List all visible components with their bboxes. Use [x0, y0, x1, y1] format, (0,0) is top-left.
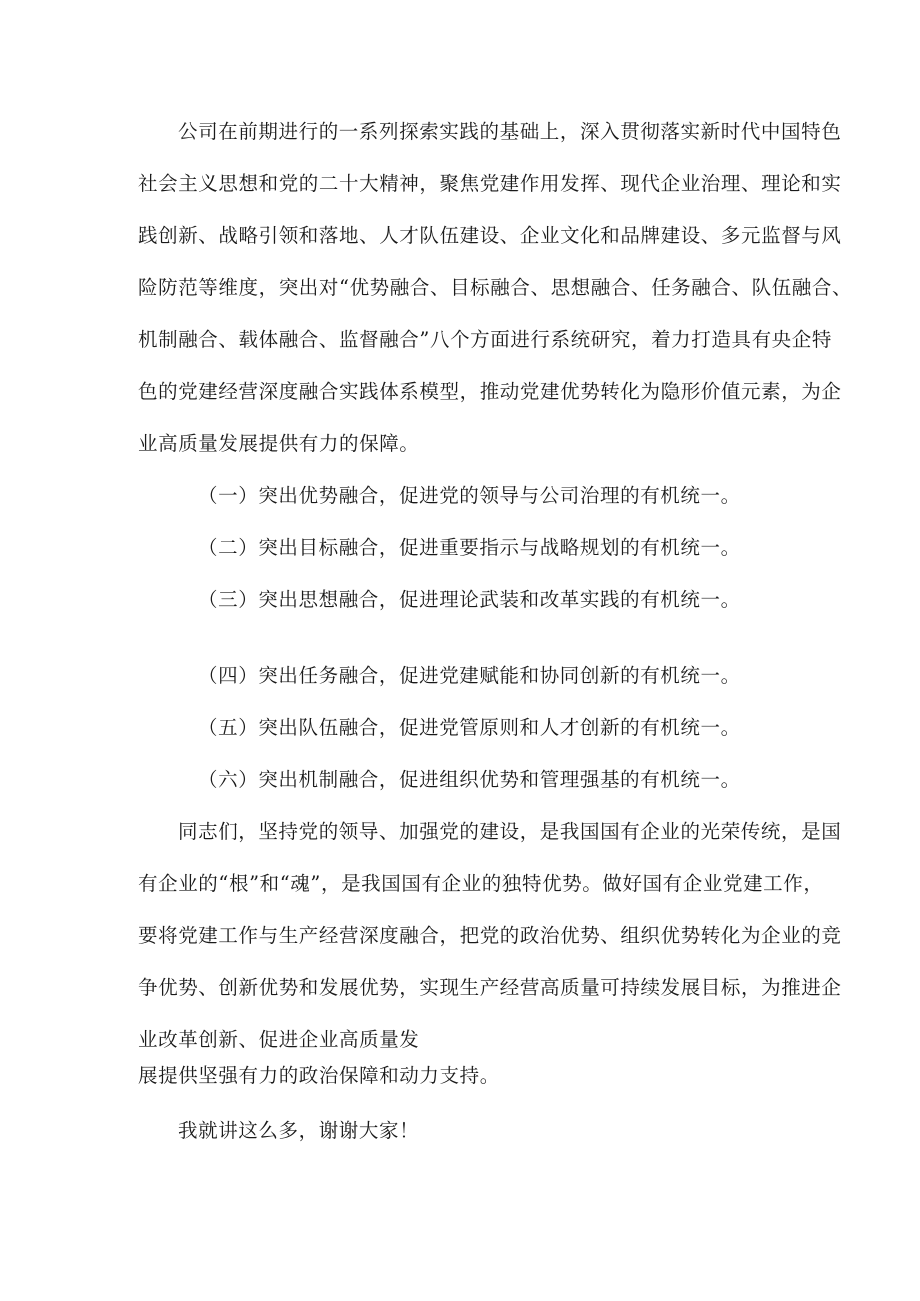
list-item-2: （二）突出目标融合，促进重要指示与战略规划的有机统一。 — [198, 536, 741, 559]
list-item-6: （六）突出机制融合，促进组织优势和管理强基的有机统一。 — [198, 768, 741, 791]
paragraph-2-line-3: 要将党建工作与生产经营深度融合，把党的政治优势、组织优势转化为企业的竞 — [138, 924, 842, 947]
paragraph-2-line-2: 有企业的“根”和“魂”，是我国国有企业的独特优势。做好国有企业党建工作， — [138, 872, 824, 895]
paragraph-1-line-4: 险防范等维度，突出对“优势融合、目标融合、思想融合、任务融合、队伍融合、 — [138, 276, 853, 299]
paragraph-1-line-2: 社会主义思想和党的二十大精神，聚焦党建作用发挥、现代企业治理、理论和实 — [138, 172, 842, 195]
list-item-4: （四）突出任务融合，促进党建赋能和协同创新的有机统一。 — [198, 664, 741, 687]
paragraph-2-line-6: 展提供坚强有力的政治保障和动力支持。 — [138, 1064, 500, 1087]
closing-line: 我就讲这么多，谢谢大家！ — [178, 1119, 420, 1142]
paragraph-1-line-6: 色的党建经营深度融合实践体系模型，推动党建优势转化为隐形价值元素，为企 — [138, 380, 842, 403]
paragraph-1-line-3: 践创新、战略引领和落地、人才队伍建设、企业文化和品牌建设、多元监督与风 — [138, 224, 842, 247]
paragraph-2-line-4: 争优势、创新优势和发展优势，实现生产经营高质量可持续发展目标，为推进企 — [138, 976, 842, 999]
list-item-1: （一）突出优势融合，促进党的领导与公司治理的有机统一。 — [198, 484, 741, 507]
paragraph-1-line-1: 公司在前期进行的一系列探索实践的基础上，深入贯彻落实新时代中国特色 — [178, 120, 842, 143]
list-item-3: （三）突出思想融合，促进理论武装和改革实践的有机统一。 — [198, 588, 741, 611]
paragraph-2-line-1: 同志们，坚持党的领导、加强党的建设，是我国国有企业的光荣传统，是国 — [178, 820, 842, 843]
list-item-5: （五）突出队伍融合，促进党管原则和人才创新的有机统一。 — [198, 716, 741, 739]
paragraph-1-line-7: 业高质量发展提供有力的保障。 — [138, 432, 420, 455]
paragraph-1-line-5: 机制融合、载体融合、监督融合”八个方面进行系统研究，着力打造具有央企特 — [138, 328, 832, 351]
paragraph-2-line-5: 业改革创新、促进企业高质量发 — [138, 1028, 420, 1051]
